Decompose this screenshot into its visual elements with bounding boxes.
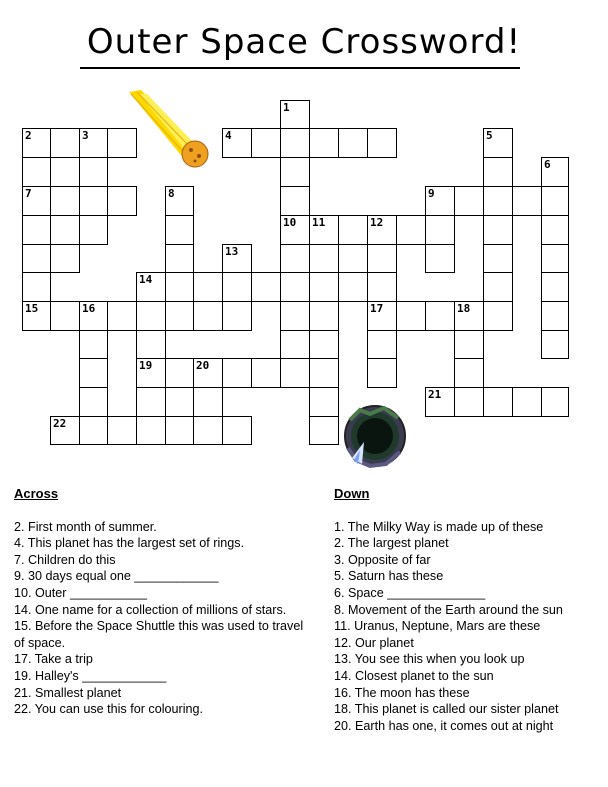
grid-cell[interactable] [79, 186, 108, 216]
clue-number: 21 [428, 388, 442, 401]
grid-cell[interactable] [22, 128, 51, 158]
grid-cell[interactable] [107, 128, 137, 158]
down-heading: Down [334, 486, 370, 501]
grid-cell[interactable] [79, 215, 108, 245]
grid-cell[interactable] [425, 244, 455, 273]
grid-cell[interactable] [483, 157, 513, 187]
grid-cell[interactable] [22, 157, 51, 187]
down-clue: 14. Closest planet to the sun [334, 668, 494, 683]
grid-cell[interactable] [79, 301, 108, 331]
grid-cell[interactable] [454, 330, 484, 359]
grid-cell[interactable] [107, 186, 137, 216]
grid-cell[interactable] [541, 301, 569, 331]
grid-cell[interactable] [483, 387, 513, 417]
down-clue: 1. The Milky Way is made up of these [334, 519, 544, 534]
grid-cell[interactable] [367, 128, 397, 158]
grid-cell[interactable] [280, 272, 310, 302]
grid-cell[interactable] [338, 272, 368, 302]
grid-cell[interactable] [50, 416, 80, 445]
grid-cell[interactable] [193, 301, 223, 331]
down-clue: 5. Saturn has these [334, 569, 444, 584]
clue-number: 7 [25, 187, 32, 200]
down-clue: 12. Our planet [334, 635, 414, 650]
grid-cell[interactable] [107, 416, 137, 445]
grid-cell[interactable] [280, 215, 310, 245]
grid-cell[interactable] [193, 387, 223, 417]
grid-cell[interactable] [280, 244, 310, 273]
grid-cell[interactable] [309, 215, 339, 245]
grid-cell[interactable] [309, 358, 339, 388]
grid-cell[interactable] [22, 272, 51, 302]
across-clue: 2. First month of summer. [14, 519, 157, 534]
grid-cell[interactable] [367, 301, 397, 331]
across-clue: 10. Outer ___________ [14, 585, 148, 600]
clue-number: 18 [457, 302, 471, 315]
grid-cell[interactable] [541, 330, 569, 359]
clue-number: 10 [283, 216, 297, 229]
grid-cell[interactable] [454, 301, 484, 331]
clue-number: 5 [486, 129, 493, 142]
clue-number: 9 [428, 187, 435, 200]
grid-cell[interactable] [280, 186, 310, 216]
down-clue: 16. The moon has these [334, 685, 470, 700]
grid-cell[interactable] [425, 387, 455, 417]
grid-cell[interactable] [50, 244, 80, 273]
grid-cell[interactable] [367, 244, 397, 273]
grid-cell[interactable] [367, 358, 397, 388]
clue-number: 17 [370, 302, 384, 315]
clue-number: 19 [139, 359, 153, 372]
grid-cell[interactable] [165, 358, 194, 388]
grid-cell[interactable] [425, 301, 455, 331]
grid-cell[interactable] [136, 330, 166, 359]
grid-cell[interactable] [79, 330, 108, 359]
page-title: Outer Space Crossword! [86, 22, 522, 62]
grid-cell[interactable] [367, 330, 397, 359]
grid-cell[interactable] [193, 358, 223, 388]
clue-number: 14 [139, 273, 153, 286]
grid-cell[interactable] [165, 272, 194, 302]
grid-cell[interactable] [483, 215, 513, 245]
grid-cell[interactable] [222, 416, 252, 445]
grid-cell[interactable] [425, 215, 455, 245]
grid-cell[interactable] [541, 387, 569, 417]
down-clue: 3. Opposite of far [334, 552, 431, 567]
down-clue: 11. Uranus, Neptune, Mars are these [334, 619, 541, 634]
grid-cell[interactable] [454, 387, 484, 417]
grid-cell[interactable] [309, 416, 339, 445]
grid-cell[interactable] [541, 215, 569, 245]
grid-cell[interactable] [79, 128, 108, 158]
grid-cell[interactable] [136, 301, 166, 331]
down-clue: 18. This planet is called our sister planet [334, 702, 559, 717]
grid-cell[interactable] [512, 387, 542, 417]
grid-cell[interactable] [280, 330, 310, 359]
grid-cell[interactable] [107, 301, 137, 331]
clue-number: 2 [25, 129, 32, 142]
grid-cell[interactable] [193, 416, 223, 445]
grid-cell[interactable] [79, 387, 108, 417]
grid-cell[interactable] [280, 301, 310, 331]
down-clue: 2. The largest planet [334, 536, 449, 551]
grid-cell[interactable] [136, 358, 166, 388]
grid-cell[interactable] [280, 128, 310, 158]
across-clue: 17. Take a trip [14, 652, 93, 667]
grid-cell[interactable] [79, 157, 108, 187]
clue-number: 6 [544, 158, 551, 171]
grid-cell[interactable] [165, 244, 194, 273]
across-clue: 9. 30 days equal one ____________ [14, 569, 219, 584]
grid-cell[interactable] [338, 128, 368, 158]
across-clue: 7. Children do this [14, 552, 116, 567]
grid-cell[interactable] [309, 387, 339, 417]
across-clue: 22. You can use this for colouring. [14, 702, 204, 717]
down-clue: 20. Earth has one, it comes out at night [334, 718, 554, 733]
grid-cell[interactable] [251, 358, 281, 388]
grid-cell[interactable] [483, 244, 513, 273]
grid-cell[interactable] [222, 272, 252, 302]
clue-number: 16 [82, 302, 96, 315]
grid-cell[interactable] [280, 100, 310, 129]
grid-cell[interactable] [309, 244, 339, 273]
grid-cell[interactable] [136, 416, 166, 445]
grid-cell[interactable] [309, 301, 339, 331]
across-clue: 14. One name for a collection of millions of stars. [14, 602, 287, 617]
grid-cell[interactable] [280, 358, 310, 388]
grid-cell[interactable] [22, 301, 51, 331]
grid-cell[interactable] [222, 301, 252, 331]
grid-cell[interactable] [425, 186, 455, 216]
grid-cell[interactable] [50, 186, 80, 216]
grid-cell[interactable] [165, 186, 194, 216]
across-clue: 15. Before the Space Shuttle this was used to travel of space. [14, 619, 304, 650]
down-clue: 8. Movement of the Earth around the sun [334, 602, 563, 617]
grid-cell[interactable] [193, 272, 223, 302]
grid-cell[interactable] [483, 301, 513, 331]
grid-cell[interactable] [541, 244, 569, 273]
grid-cell[interactable] [309, 128, 339, 158]
down-clue: 6. Space ______________ [334, 585, 486, 600]
clue-number: 1 [283, 101, 290, 114]
grid-cell[interactable] [309, 330, 339, 359]
grid-cell[interactable] [483, 272, 513, 302]
grid-cell[interactable] [165, 215, 194, 245]
grid-cell[interactable] [454, 186, 484, 216]
clue-number: 11 [312, 216, 326, 229]
grid-cell[interactable] [79, 358, 108, 388]
grid-cell[interactable] [396, 301, 426, 331]
grid-cell[interactable] [22, 215, 51, 245]
across-clues [14, 486, 314, 718]
grid-cell[interactable] [512, 186, 542, 216]
grid-cell[interactable] [396, 215, 426, 245]
grid-cell[interactable] [222, 244, 252, 273]
clue-number: 13 [225, 245, 239, 258]
clue-number: 12 [370, 216, 384, 229]
across-clue: 4. This planet has the largest set of rings. [14, 536, 245, 551]
grid-cell[interactable] [367, 215, 397, 245]
grid-cell[interactable] [541, 272, 569, 302]
grid-cell[interactable] [280, 157, 310, 187]
grid-cell[interactable] [483, 128, 513, 158]
across-heading: Across [14, 486, 59, 501]
clue-number: 3 [82, 129, 89, 142]
across-clue: 21. Smallest planet [14, 685, 122, 700]
grid-cell[interactable] [50, 128, 80, 158]
grid-cell[interactable] [367, 272, 397, 302]
grid-cell[interactable] [541, 186, 569, 216]
down-clues [334, 486, 596, 734]
clue-number: 8 [168, 187, 175, 200]
clue-number: 15 [25, 302, 39, 315]
grid-cell[interactable] [165, 301, 194, 331]
grid-cell[interactable] [541, 157, 569, 187]
grid-cell[interactable] [251, 272, 281, 302]
grid-cell[interactable] [309, 272, 339, 302]
grid-cell[interactable] [483, 186, 513, 216]
clue-number: 22 [53, 417, 67, 430]
grid-cell[interactable] [454, 358, 484, 388]
grid-cell[interactable] [251, 128, 281, 158]
grid-cell[interactable] [22, 244, 51, 273]
grid-cell[interactable] [222, 358, 252, 388]
clue-number: 4 [225, 129, 232, 142]
across-clue: 19. Halley's ____________ [14, 668, 167, 683]
grid-cell[interactable] [79, 416, 108, 445]
grid-cell[interactable] [136, 272, 166, 302]
grid-cell[interactable] [136, 387, 166, 417]
down-clue: 13. You see this when you look up [334, 652, 525, 667]
grid-cell[interactable] [165, 416, 194, 445]
grid-cell[interactable] [222, 128, 252, 158]
grid-cell[interactable] [338, 215, 368, 245]
clue-number: 20 [196, 359, 210, 372]
grid-cell[interactable] [22, 186, 51, 216]
grid-cell[interactable] [50, 301, 80, 331]
